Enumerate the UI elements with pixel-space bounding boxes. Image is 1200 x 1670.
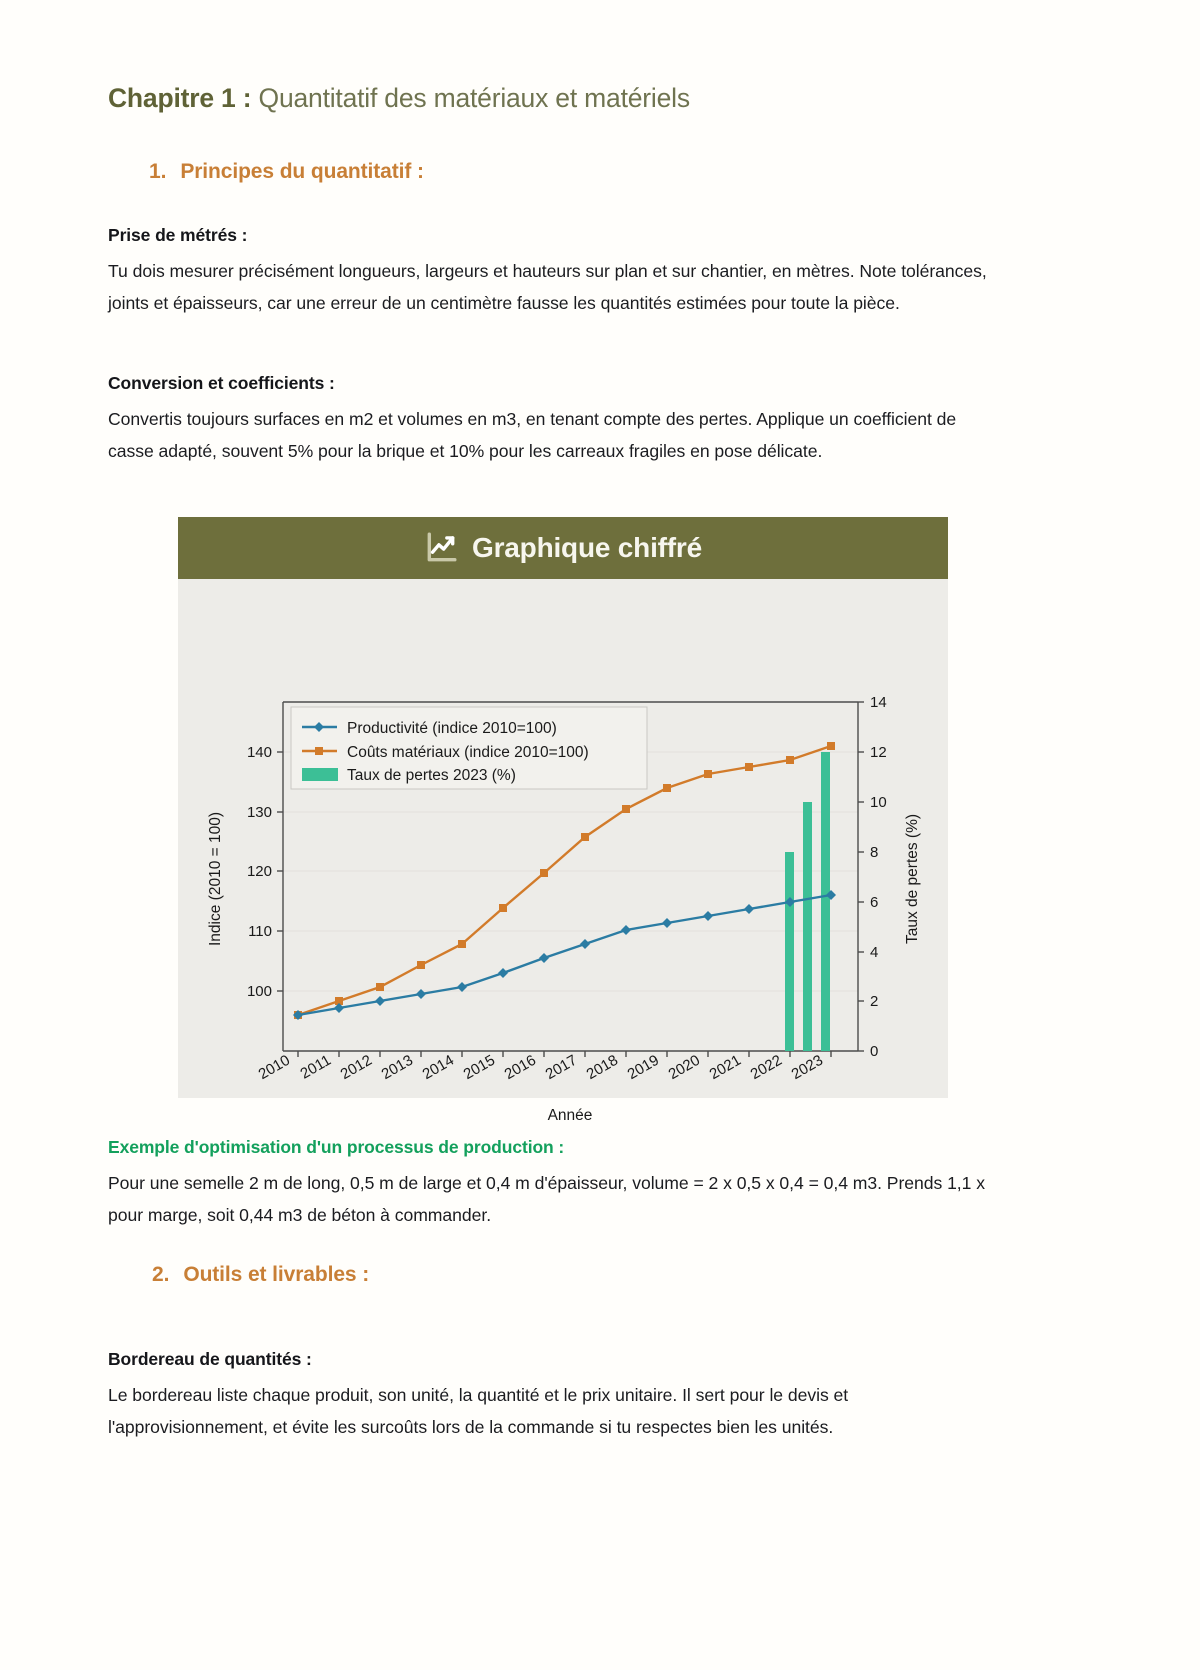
paragraph-exemple-optimisation: Pour une semelle 2 m de long, 0,5 m de large et 0,4 m d'épaisseur, volume = 2 x 0,5 x 0,4 = 0,4 m3. Prends 1,1 x pour marge, soit 0,44 m3 de béton à commander. <box>108 1173 985 1225</box>
chapter-title-lead: Chapitre 1 : <box>108 83 252 113</box>
bar-pertes-10 <box>803 802 812 1051</box>
page-title <box>108 83 690 114</box>
chart-card <box>178 517 948 1124</box>
x-tick-2015: 2015 <box>460 1051 498 1084</box>
subheading-prise-de-metres: Prise de métrés : <box>108 225 248 245</box>
section-1-number: 1. <box>149 160 167 183</box>
subheading-bordereau: Bordereau de quantités : <box>108 1349 312 1369</box>
x-tick-2021: 2021 <box>706 1051 744 1084</box>
right-tick-14: 14 <box>870 694 887 711</box>
chart-svg <box>178 579 948 1124</box>
chart-card-header <box>178 517 948 579</box>
x-tick-2014: 2014 <box>419 1051 457 1084</box>
x-tick-2016: 2016 <box>501 1051 539 1084</box>
y-axis-label: Indice (2010 = 100) <box>207 812 224 946</box>
right-tick-6: 6 <box>870 894 879 911</box>
left-tick-130: 130 <box>246 804 272 821</box>
paragraph-bordereau: Le bordereau liste chaque produit, son unité, la quantité et le prix unitaire. Il sert pour le devis et l'approvisionnement, et évite les surcoûts lors de la commande si tu respectes bien les unités. <box>108 1385 849 1437</box>
subheading-exemple-optimisation: Exemple d'optimisation d'un processus de production : <box>108 1137 565 1157</box>
legend-swatch-pertes <box>302 768 338 781</box>
right-tick-0: 0 <box>870 1043 879 1060</box>
section-2-number: 2. <box>152 1263 170 1286</box>
paragraph-conversion: Convertis toujours surfaces en m2 et volumes en m3, en tenant compte des pertes. Applique un coefficient de casse adapté, souvent 5% pour la brique et 10% pour les carreaux fragiles en pose délicate. <box>108 409 957 461</box>
chart-legend <box>291 707 647 789</box>
section-1-label: Principes du quantitatif : <box>180 160 424 183</box>
left-tick-100: 100 <box>246 983 272 1000</box>
bar-pertes-12 <box>821 752 830 1051</box>
left-tick-120: 120 <box>246 863 272 880</box>
chart-body <box>178 579 948 1124</box>
left-tick-140: 140 <box>246 744 272 761</box>
x-tick-2017: 2017 <box>542 1051 580 1084</box>
paragraph-prise-de-metres: Tu dois mesurer précisément longueurs, largeurs et hauteurs sur plan et sur chantier, en mètres. Note tolérances, joints et épaisseurs, car une erreur de un centimètre fausse les quantités estimées pour toute la pièce. <box>108 261 987 313</box>
right-tick-12: 12 <box>870 744 887 761</box>
chapter-title-rest: Quantitatif des matériaux et matériels <box>251 83 690 113</box>
subheading-conversion: Conversion et coefficients : <box>108 373 335 393</box>
x-tick-2022: 2022 <box>747 1051 785 1084</box>
y2-axis-label: Taux de pertes (%) <box>904 813 921 945</box>
right-tick-4: 4 <box>870 944 879 961</box>
section-heading-1 <box>149 160 424 184</box>
bar-pertes-8 <box>785 852 794 1051</box>
x-tick-2010: 2010 <box>255 1051 293 1084</box>
right-tick-10: 10 <box>870 794 887 811</box>
legend-label-productivite: Productivité (indice 2010=100) <box>347 720 557 737</box>
x-tick-2019: 2019 <box>624 1051 662 1084</box>
x-axis-label: Année <box>547 1107 593 1124</box>
line-chart-icon <box>424 531 458 565</box>
section-2-label: Outils et livrables : <box>183 1263 370 1286</box>
legend-marker-couts <box>315 747 323 755</box>
legend-label-pertes: Taux de pertes 2023 (%) <box>347 767 516 784</box>
chart-card-title: Graphique chiffré <box>472 532 702 563</box>
x-tick-2023: 2023 <box>788 1051 826 1084</box>
x-tick-2012: 2012 <box>337 1051 375 1084</box>
legend-label-couts: Coûts matériaux (indice 2010=100) <box>347 744 589 761</box>
x-tick-2020: 2020 <box>665 1051 703 1084</box>
section-heading-2 <box>152 1263 369 1287</box>
x-tick-2013: 2013 <box>378 1051 416 1084</box>
left-tick-110: 110 <box>248 923 272 940</box>
right-tick-2: 2 <box>870 993 879 1010</box>
x-tick-2011: 2011 <box>297 1051 334 1083</box>
right-tick-8: 8 <box>870 844 879 861</box>
x-tick-2018: 2018 <box>583 1051 621 1084</box>
